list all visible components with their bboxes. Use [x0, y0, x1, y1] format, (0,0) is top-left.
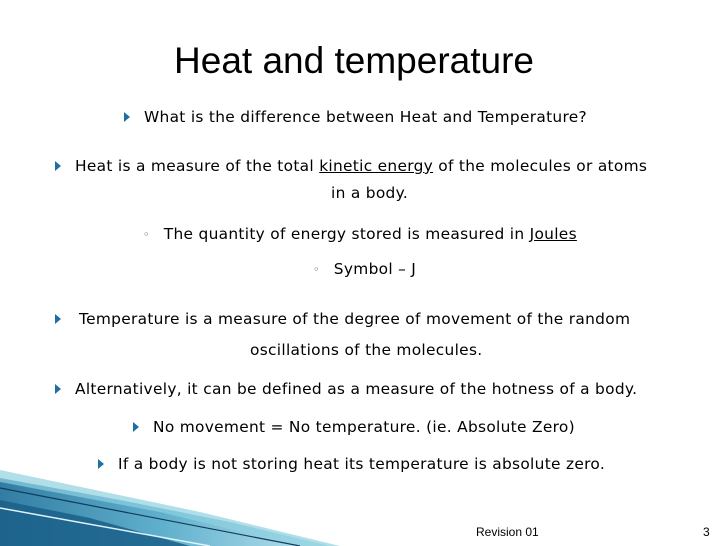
footer-revision: Revision 01 [476, 525, 539, 539]
bullet-question: What is the difference between Heat and Temperature? [124, 107, 587, 127]
sub-bullet-symbol: ◦ Symbol – J [313, 260, 417, 278]
arrow-bullet-icon [98, 459, 104, 469]
arrow-bullet-icon [55, 384, 61, 394]
arrow-bullet-icon [133, 422, 139, 432]
bullet-no-movement: No movement = No temperature. (ie. Absolute Zero) [133, 417, 575, 437]
arrow-bullet-icon [124, 112, 130, 122]
footer-page-number: 3 [703, 525, 710, 539]
arrow-bullet-icon [55, 161, 61, 171]
sub-bullet-joules: ◦ The quantity of energy stored is measured in Joules [143, 225, 577, 243]
bullet-temperature-definition: Temperature is a measure of the degree of movement of the random [55, 309, 630, 329]
temperature-definition-cont: oscillations of the molecules. [250, 341, 483, 359]
kinetic-energy-link[interactable]: kinetic energy [319, 157, 434, 175]
bullet-not-storing: If a body is not storing heat its temperature is absolute zero. [98, 454, 605, 474]
slide-title: Heat and temperature [174, 40, 534, 81]
arrow-bullet-icon [55, 314, 61, 324]
circle-bullet-icon: ◦ [143, 228, 150, 241]
bullet-alternative-definition: Alternatively, it can be defined as a measure of the hotness of a body. [55, 379, 637, 399]
circle-bullet-icon: ◦ [313, 263, 320, 276]
bullet-heat-definition: Heat is a measure of the total kinetic energy of the molecules or atoms [55, 156, 647, 176]
heat-definition-cont: in a body. [331, 184, 409, 202]
joules-link[interactable]: Joules [529, 225, 577, 243]
